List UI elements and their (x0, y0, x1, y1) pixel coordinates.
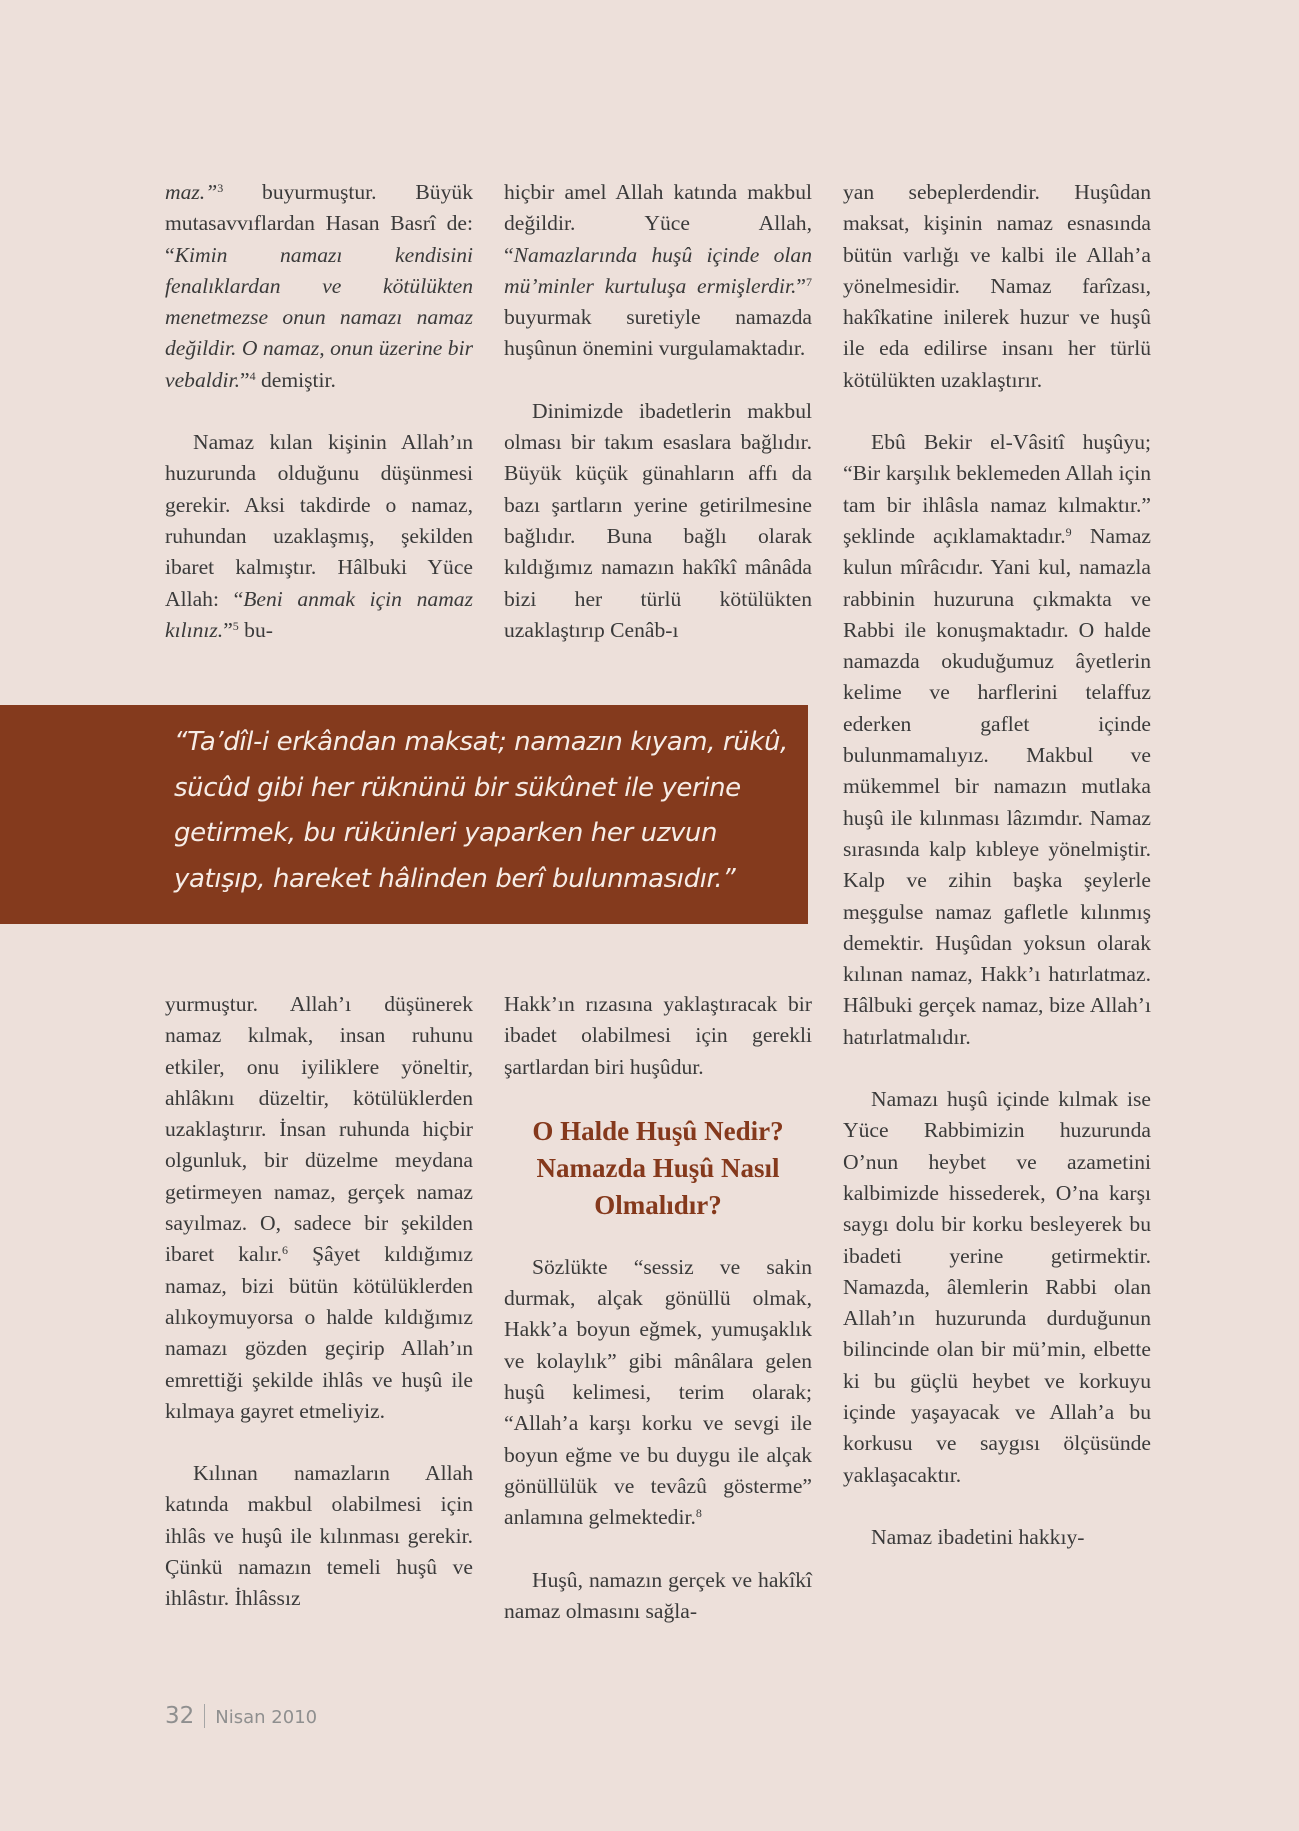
paragraph: hiçbir amel Allah katında makbul değildir. Yüce Allah, “Namazlarında huşû içinde olan mü’minler kurtuluşa ermişlerdir.”$^7$ buyurmak suretiyle namazda huşûnun önemini vurgulamaktadır. (504, 180, 812, 361)
paragraph: Huşû, namazın gerçek ve hakîkî namaz olmasını sağla- (504, 1567, 812, 1623)
page-footer (165, 1703, 317, 1729)
paragraph: Namazı huşû içinde kılmak ise Yüce Rabbimizin huzurunda O’nun heybet ve azametini kalbimizde hissederek, O’na karşı saygı dolu bir korku besleyerek bu ibadeti yerine getirmektir. Namazda, âlemlerin Rabbi olan Allah’ın huzurunda durduğunun bilincinde olan bir mü’min, elbette ki bu güçlü heybet ve korkuyu içinde yaşayacak ve Allah’a bu korkusu ve saygısı ölçüsünde yaklaşacaktır. (843, 1087, 1151, 1487)
pull-quote: “Ta’dîl-i erkândan maksat; namazın kıyam, rükû, sücûd gibi her rüknünü bir sükûnet ile yerine getirmek, bu rükünleri yaparken her uzvun yatışıp, hareket hâlinden berî bulunmasıdır.” (174, 727, 788, 894)
column-2-top (504, 177, 812, 646)
footnote-ref: 7 (806, 274, 812, 289)
paragraph: Dinimizde ibadetlerin makbul olması bir takım esaslara bağlıdır. Büyük küçük günahların affı da bazı şartların yerine getirilmesine bağlıdır. Buna bağlı olarak kıldığımız namazın hakîkî mânâda bizi her türlü kötülükten uzaklaştırıp Cenâb-ı (504, 398, 812, 642)
column-1-top (165, 177, 473, 646)
paragraph: Kılınan namazların Allah katında makbul olabilmesi için ihlâs ve huşû ile kılınması gerekir. Çünkü namazın temeli huşû ve ihlâstır. İhlâssız (165, 1461, 473, 1611)
footnote-ref: 4 (249, 368, 256, 383)
column-3 (843, 177, 1151, 1553)
paragraph: yurmuştur. Allah’ı düşünerek namaz kılmak, insan ruhunu etkiler, onu iyiliklere yöneltir, ahlâkını düzeltir, kötülüklerden uzaklaştırır. İnsan ruhunda hiçbir olgunluk, bir düzelme meydana getirmeyen namaz, gerçek namaz sayılmaz. O, sadece bir şekilden ibaret kalır.$^6$ Şâyet kıldığımız namaz, bizi bütün kötülüklerden alıkoymuyorsa o halde kıldığımız namazı gözden geçirip Allah’ın emrettiği şekilde ihlâs ve huşû ile kılmaya gayret etmeliyiz. (165, 992, 473, 1423)
column-1-bottom (165, 989, 473, 1615)
issue-date: Nisan 2010 (215, 1707, 318, 1728)
footnote-ref: 3 (217, 181, 224, 195)
paragraph: Hakk’ın rızasına yaklaştıracak bir ibadet olabilmesi için gerekli şartlardan biri huşûdur. (504, 992, 812, 1079)
section-heading: O Halde Huşû Nedir? Namazda Huşû Nasıl Olmalıdır? (532, 1115, 784, 1220)
page-number: 32 (165, 1703, 195, 1729)
footnote-ref: 5 (232, 618, 239, 633)
footnote-ref: 8 (695, 1506, 702, 1521)
paragraph: Namaz kılan kişinin Allah’ın huzurunda olduğunu düşünmesi gerekir. Aksi takdirde o namaz, ruhundan uzaklaşmış, şekilden ibaret kalmıştır. Hâlbuki Yüce Allah: “Beni anmak için namaz kılınız.”$^5$ bu- (165, 430, 473, 642)
paragraph: yan sebeplerdendir. Huşûdan maksat, kişinin namaz esnasında bütün varlığı ve kalbi ile Allah’a yönelmesidir. Namaz farîzası, hakîkatine inilerek huzur ve huşû ile eda edilirse insanı her türlü kötülükten uzaklaştırır. (843, 180, 1151, 392)
footnote-ref: 6 (282, 1243, 289, 1258)
footnote-ref: 9 (1065, 524, 1072, 539)
paragraph: Namaz ibadetini hakkıy- (871, 1524, 1085, 1549)
paragraph: Sözlükte “sessiz ve sakin durmak, alçak gönüllü olmak, Hakk’a boyun eğmek, yumuşaklık ve kolaylık” gibi mânâlara gelen huşû kelimesi, terim olarak; “Allah’a karşı korku ve sevgi ile boyun eğme ve bu duygu ile alçak gönüllülük ve tevâzû gösterme” anlamına gelmektedir.$^8$ (504, 1254, 812, 1530)
column-2-bottom (504, 989, 812, 1627)
paragraph: Ebû Bekir el-Vâsitî huşûyu; “Bir karşılık beklemeden Allah için tam bir ihlâsla namaz kılmaktır.” şeklinde açıklamaktadır.$^9$ Namaz kulun mîrâcıdır. Yani kul, namazla rabbinin huzuruna çıkmakta ve Rabbi ile konuşmaktadır. O halde namazda okuduğumuz âyetlerin kelime ve harflerini telaffuz ederken gaflet içinde bulunmamalıyız. Makbul ve mükemmel bir namazın mutlaka huşû ile kılınması lâzımdır. Namaz sırasında kalp kıbleye yönelmiştir. Kalp ve zihin başka şeylerle meşgulse namaz gafletle kılınmış demektir. Huşûdan yoksun olarak kılınan namaz, Hakk’ı hatırlatmaz. Hâlbuki gerçek namaz, bize Allah’ı hatırlatmalıdır. (843, 430, 1151, 1049)
footer-divider (204, 1704, 205, 1728)
paragraph: maz.”$^3$ buyurmuştur. Büyük mutasavvıflardan Hasan Basrî de: “Kimin namazı kendisini fenalıklardan ve kötülükten menetmezse onun namazı namaz değildir. O namaz, onun üzerine bir vebaldir.”$^4$ demiştir. (165, 180, 473, 392)
